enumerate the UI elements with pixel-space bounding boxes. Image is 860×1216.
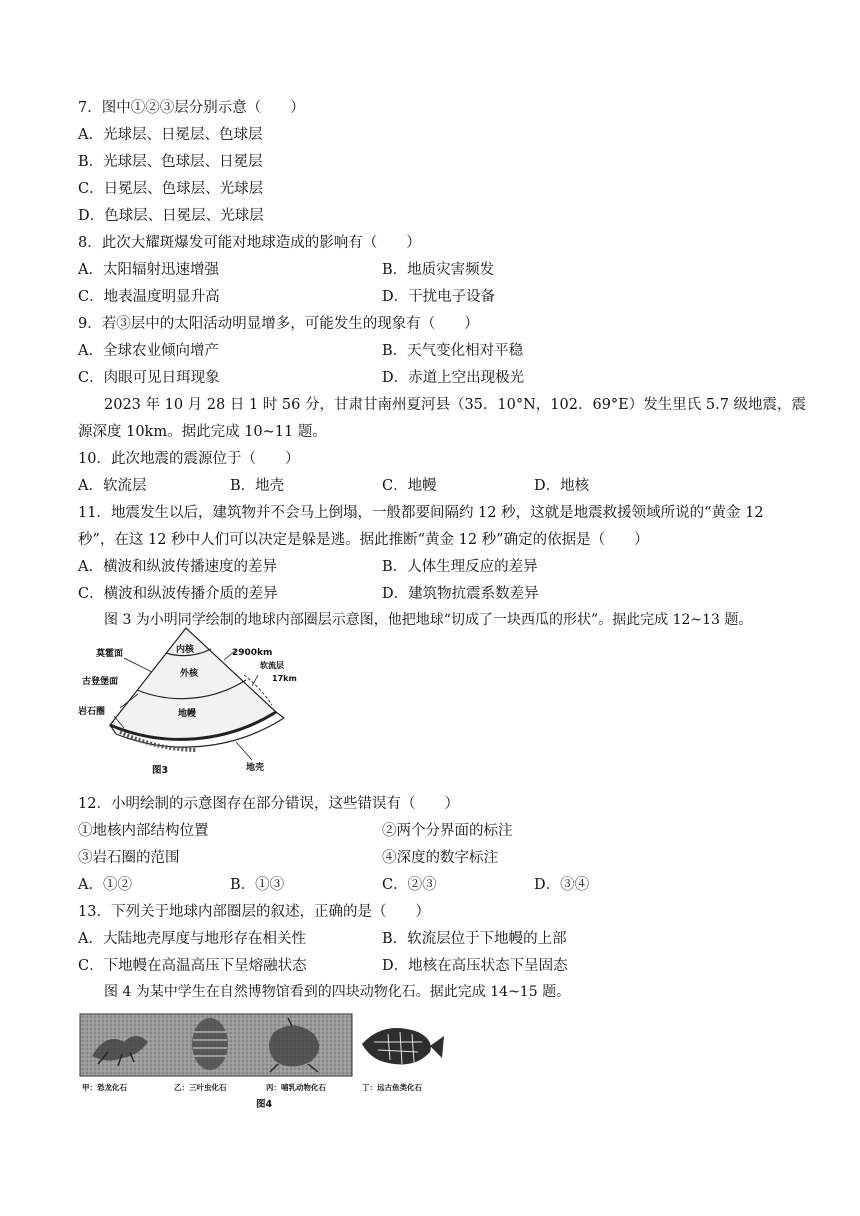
figure-4-fossils	[78, 1012, 448, 1102]
label-inner-core: 内核	[176, 645, 195, 655]
q8-stem: 8．此次大耀斑爆发可能对地球造成的影响有（ ）	[78, 235, 421, 251]
q8-option-c: C．地表温度明显升高	[78, 289, 220, 305]
q7-option-b: B．光球层、色球层、日冕层	[78, 154, 263, 170]
q11-option-c: C．横波和纵波传播介质的差异	[78, 586, 278, 602]
q10-option-b: B．地壳	[230, 478, 285, 494]
fig4-caption: 图4	[256, 1099, 273, 1110]
q12-option-c: C．②③	[382, 877, 437, 893]
label-dinosaur-fossil: 甲：恐龙化石	[82, 1083, 127, 1092]
q7-option-d: D．色球层、日冕层、光球层	[78, 208, 264, 224]
q13-stem: 13．下列关于地球内部圈层的叙述，正确的是（ ）	[78, 904, 430, 920]
q12-statement-4: ④深度的数字标注	[382, 850, 498, 866]
q9-stem: 9．若③层中的太阳活动明显增多，可能发生的现象有（ ）	[78, 316, 479, 332]
q9-option-d: D．赤道上空出现极光	[382, 370, 525, 386]
q12-statement-3: ③岩石圈的范围	[78, 850, 180, 866]
q8-option-b: B．地质灾害频发	[382, 262, 495, 278]
label-mammal-fossil: 丙：哺乳动物化石	[266, 1083, 326, 1092]
q12-option-b: B．①③	[230, 877, 285, 893]
label-crust: 地壳	[246, 763, 265, 773]
q11-option-a: A．横波和纵波传播速度的差异	[78, 559, 277, 575]
label-lithosphere: 岩石圈	[78, 707, 106, 717]
q12-statement-2: ②两个分界面的标注	[382, 823, 513, 839]
q13-option-c: C．下地幔在高温高压下呈熔融状态	[78, 958, 307, 974]
fossil-photos	[78, 1012, 448, 1082]
label-moho: 莫霍面	[96, 649, 124, 659]
quake-passage-line1: 2023 年 10 月 28 日 1 时 56 分，甘肃甘南州夏河县（35．10°N，102．69°E）发生里氏 5.7 级地震，震	[104, 397, 807, 413]
q9-option-b: B．天气变化相对平稳	[382, 343, 524, 359]
q11-option-d: D．建筑物抗震系数差异	[382, 586, 539, 602]
q9-option-a: A．全球农业倾向增产	[78, 343, 219, 359]
label-trilobite-fossil: 乙：三叶虫化石	[174, 1083, 227, 1092]
q10-option-d: D．地核	[534, 478, 590, 494]
q11-stem-line2: 秒”，在这 12 秒中人们可以决定是躲是逃。据此推断“黄金 12 秒”确定的依据是（ ）	[78, 532, 649, 548]
q12-stem: 12．小明绘制的示意图存在部分错误，这些错误有（ ）	[78, 796, 459, 812]
figure-3-earth-interior	[76, 620, 296, 780]
fig3-passage: 图 3 为小明同学绘制的地球内部圈层示意图，他把地球“切成了一块西瓜的形状”。据此完成 12~13 题。	[104, 612, 753, 628]
q11-option-b: B．人体生理反应的差异	[382, 559, 538, 575]
label-17km: 17km	[272, 674, 297, 683]
label-fish-fossil: 丁：远古鱼类化石	[362, 1083, 422, 1092]
q11-stem-line1: 11．地震发生以后，建筑物并不会马上倒塌，一般都要间隔约 12 秒，这就是地震救援领域所说的“黄金 12	[78, 505, 764, 521]
label-2900km: 2900km	[232, 648, 273, 658]
q9-option-c: C．肉眼可见日珥现象	[78, 370, 220, 386]
q12-option-a: A．①②	[78, 877, 132, 893]
fig3-caption: 图3	[152, 765, 169, 776]
q7-stem: 7．图中①②③层分别示意（ ）	[78, 100, 305, 116]
label-mantle: 地幔	[178, 709, 197, 719]
q12-statement-1: ①地核内部结构位置	[78, 823, 209, 839]
q7-option-c: C．日冕层、色球层、光球层	[78, 181, 264, 197]
q8-option-a: A．太阳辐射迅速增强	[78, 262, 219, 278]
q10-option-c: C．地幔	[382, 478, 437, 494]
q10-option-a: A．软流层	[78, 478, 147, 494]
q13-option-a: A．大陆地壳厚度与地形存在相关性	[78, 931, 306, 947]
q13-option-b: B．软流层位于下地幔的上部	[382, 931, 567, 947]
label-asthenosphere: 软流层	[260, 661, 284, 670]
q7-option-a: A．光球层、日冕层、色球层	[78, 127, 263, 143]
label-outer-core: 外核	[180, 669, 199, 679]
label-gutenberg: 古登堡面	[82, 677, 119, 687]
q10-stem: 10．此次地震的震源位于（ ）	[78, 451, 300, 467]
quake-passage-line2: 源深度 10km。据此完成 10~11 题。	[78, 424, 327, 440]
q12-option-d: D．③④	[534, 877, 590, 893]
q8-option-d: D．干扰电子设备	[382, 289, 496, 305]
q13-option-d: D．地核在高压状态下呈固态	[382, 958, 568, 974]
fig4-passage: 图 4 为某中学生在自然博物馆看到的四块动物化石。据此完成 14~15 题。	[104, 984, 571, 1000]
